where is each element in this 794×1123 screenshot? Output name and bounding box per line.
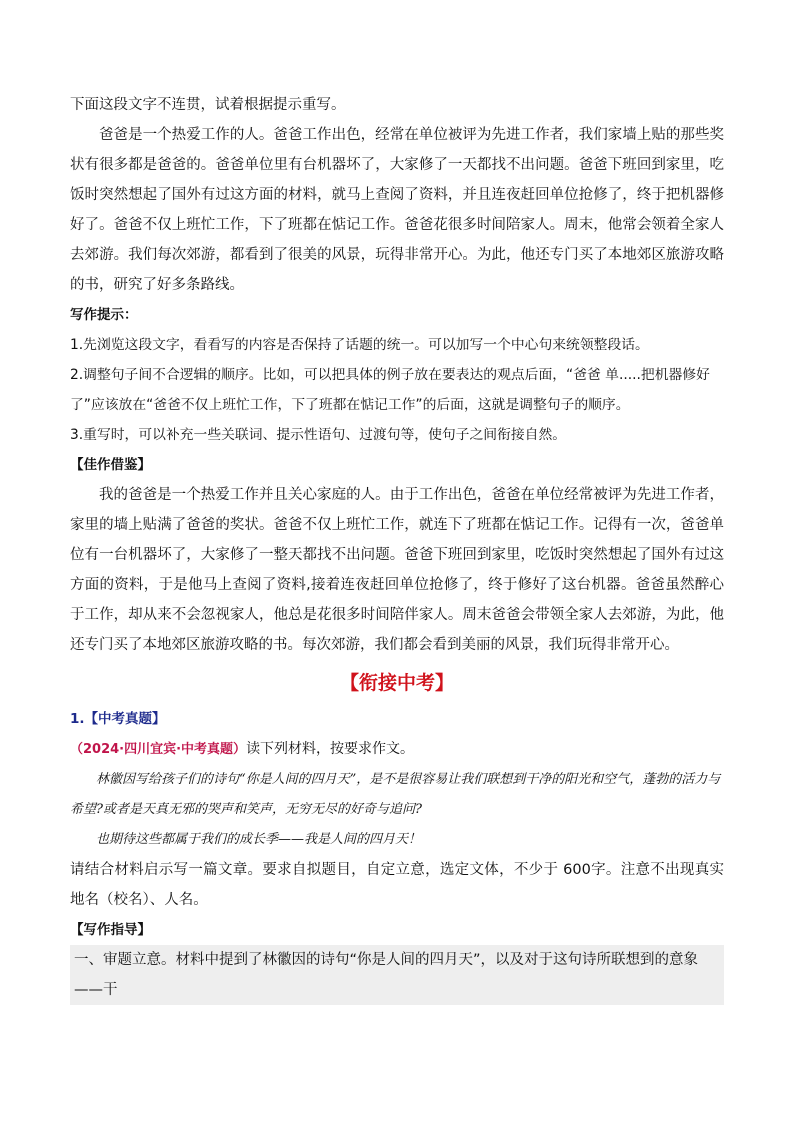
section-title: 【衔接中考】 <box>339 672 454 694</box>
model-essay-heading: 【佳作借鉴】 <box>70 457 151 473</box>
tip-item-1: 1.先浏览这段文字，看看写的内容是否保持了话题的统一。可以加写一个中心句来统领整段话。 <box>70 337 649 353</box>
intro-instruction: 下面这段文字不连贯，试着根据提示重写。 <box>70 97 346 113</box>
guide-text: 一、审题立意。材料中提到了林徽因的诗句“你是人间的四月天”，以及对于这句诗所联想到的意象——干 <box>70 945 724 1005</box>
essay-requirement: 请结合材料启示写一篇文章。要求自拟题目，自定立意，选定文体，不少于 600字。注意不出现真实地名（校名）、人名。 <box>70 862 724 908</box>
material-paragraph-2: 也期待这些都属于我们的成长季——我是人间的四月天！ <box>96 832 422 847</box>
question-label: 1.【中考真题】 <box>70 711 166 727</box>
question-source <box>70 734 724 765</box>
original-paragraph: 爸爸是一个热爱工作的人。爸爸工作出色，经常在单位被评为先进工作者，我们家墙上贴的那些奖状有很多都是爸爸的。爸爸单位里有台机器坏了，大家修了一天都找不出问题。爸爸下班回到家里，吃饭时突然想起了国外有过这方面的材料，就马上查阅了资料，并且连夜赶回单位抢修了，终于把机器修好了。爸爸不仅上班忙工作，下了班都在惦记工作。爸爸花很多时间陪家人。周末，他常会领着全家人去郊游。我们每次郊游，都看到了很美的风景，玩得非常开心。为此，他还专门买了本地郊区旅游攻略的书，研究了好多条路线。 <box>70 127 724 293</box>
source-text: 读下列材料，按要求作文。 <box>246 741 415 757</box>
model-essay-paragraph: 我的爸爸是一个热爱工作并且关心家庭的人。由于工作出色，爸爸在单位经常被评为先进工作者，家里的墙上贴满了爸爸的奖状。爸爸不仅上班忙工作，就连下了班都在惦记工作。记得有一次，爸爸单位有一台机器坏了，大家修了一整天都找不出问题。爸爸下班回到家里，吃饭时突然想起了国外有过这方面的资料，于是他马上查阅了资料,接着连夜赶回单位抢修了，终于修好了这台机器。爸爸虽然醉心于工作，却从来不会忽视家人，他总是花很多时间陪伴家人。周末爸爸会带领全家人去郊游，为此，他还专门买了本地郊区旅游攻略的书。每次郊游，我们都会看到美丽的风景，我们玩得非常开心。 <box>70 487 724 653</box>
tip-item-3: 3.重写时，可以补充一些关联词、提示性语句、过渡句等，使句子之间衔接自然。 <box>70 427 567 443</box>
tip-item-2: 2.调整句子间不合逻辑的顺序。比如，可以把具体的例子放在要表达的观点后面，“爸爸 单.....把机器修好了”应该放在“爸爸不仅上班忙工作，下了班都在惦记工作”的后面，这就是调整句子的顺序。 <box>70 367 710 413</box>
source-tag: （2024·四川宜宾·中考真题） <box>70 742 247 757</box>
material-paragraph-1: 林徽因写给孩子们的诗句“你是人间的四月天”，是不是很容易让我们联想到干净的阳光和空气，蓬勃的活力与希望?或者是天真无邪的哭声和笑声，无穷无尽的好奇与追问? <box>70 772 721 817</box>
tips-heading: 写作提示： <box>70 307 138 323</box>
document-page <box>70 90 724 1005</box>
guide-heading: 【写作指导】 <box>70 922 151 938</box>
